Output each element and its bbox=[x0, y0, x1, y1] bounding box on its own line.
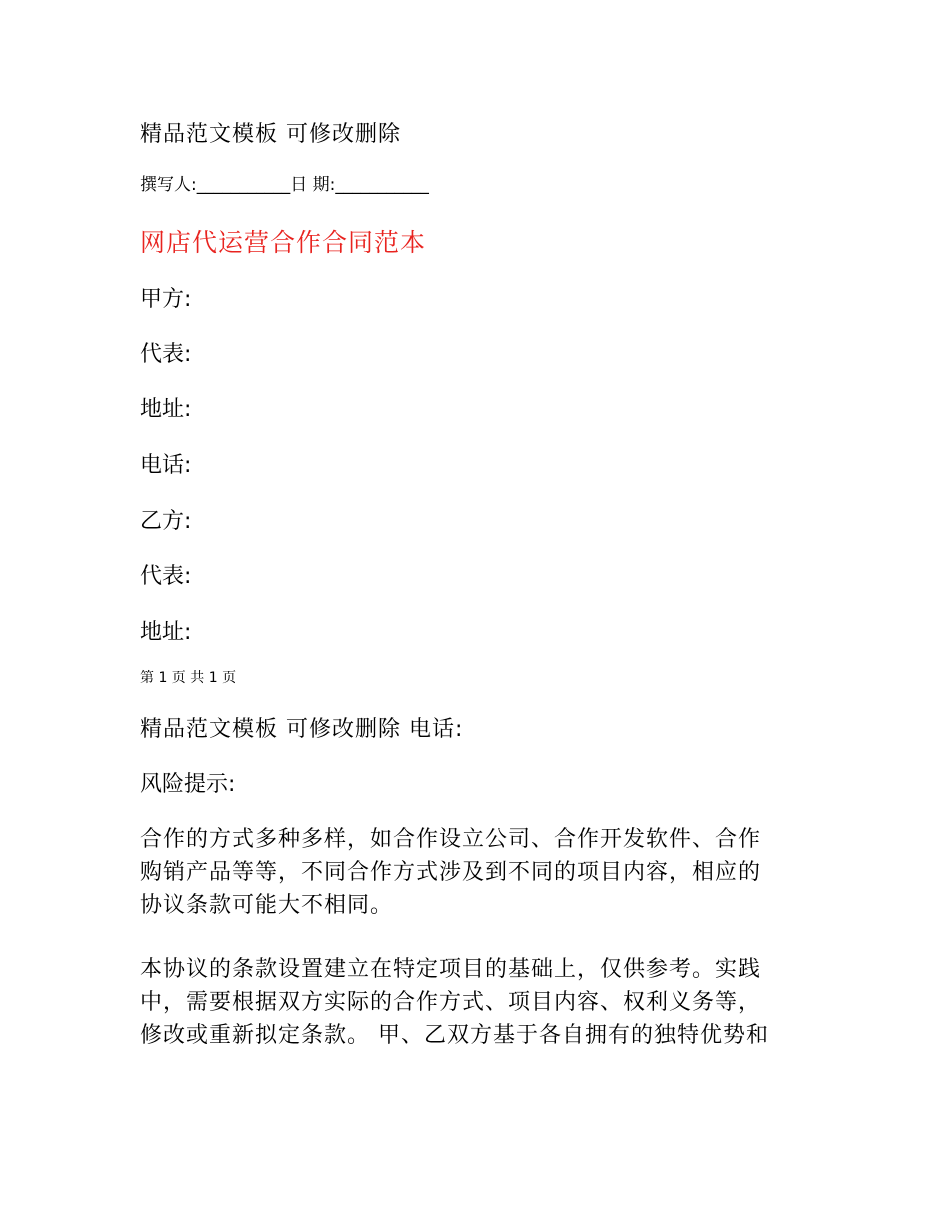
page-header-2: 精品范文模板 可修改删除 电话: bbox=[140, 717, 464, 742]
paragraph-cooperation-methods bbox=[140, 823, 820, 922]
paragraph-line: 本协议的条款设置建立在特定项目的基础上，仅供参考。实践 bbox=[140, 957, 762, 982]
document-title: 网店代运营合作合同范本 bbox=[140, 228, 427, 257]
field-party-a-address: 地址: bbox=[140, 397, 192, 422]
paragraph-line: 合作的方式多种多样，如合作设立公司、合作开发软件、合作 bbox=[140, 827, 762, 852]
author-date-line: 撰写人:___________日 期:___________ bbox=[140, 175, 429, 195]
paragraph-line: 中，需要根据双方实际的合作方式、项目内容、权利义务等， bbox=[140, 990, 762, 1015]
field-party-b: 乙方: bbox=[140, 509, 192, 534]
paragraph-line: 购销产品等等，不同合作方式涉及到不同的项目内容，相应的 bbox=[140, 860, 762, 885]
paragraph-line: 协议条款可能大不相同。 bbox=[140, 893, 394, 918]
field-party-b-representative: 代表: bbox=[140, 564, 192, 589]
field-party-a-representative: 代表: bbox=[140, 342, 192, 367]
paragraph-line: 修改或重新拟定条款。 甲、乙双方基于各自拥有的独特优势和 bbox=[140, 1023, 769, 1048]
page-footer: 第 1 页 共 1 页 bbox=[140, 670, 237, 686]
field-party-b-address: 地址: bbox=[140, 620, 192, 645]
field-party-a: 甲方: bbox=[140, 287, 192, 312]
page-header: 精品范文模板 可修改删除 bbox=[140, 122, 401, 147]
field-party-a-phone: 电话: bbox=[140, 453, 192, 478]
paragraph-terms-reference bbox=[140, 953, 820, 1052]
risk-label: 风险提示: bbox=[140, 772, 236, 797]
